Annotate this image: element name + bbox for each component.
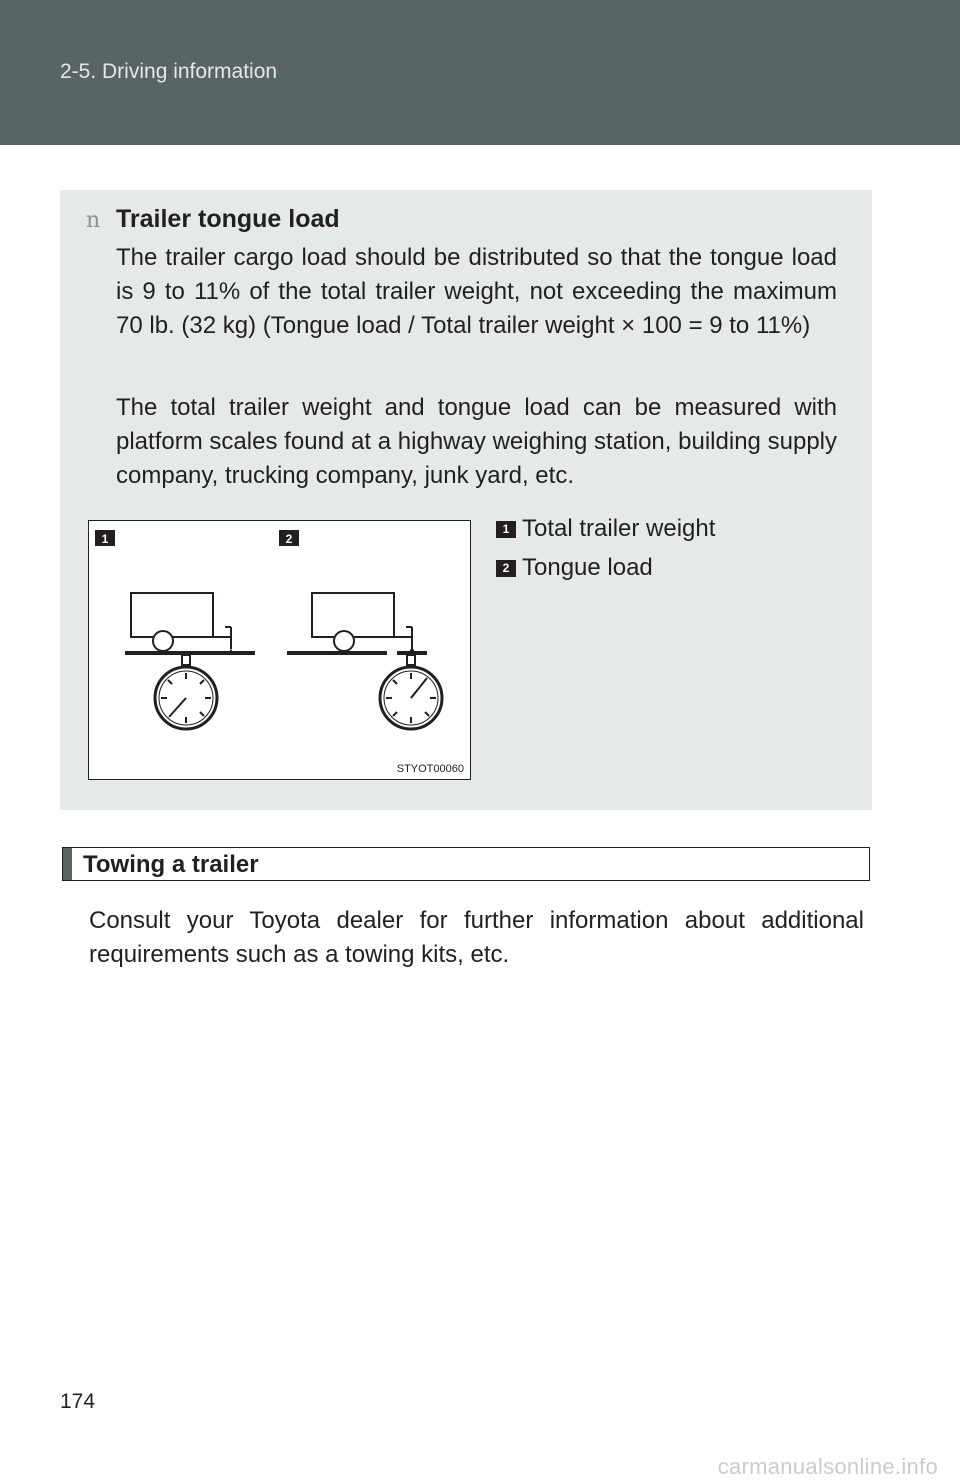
- callout-1-label: 1: [101, 532, 109, 546]
- bullet-icon: n: [86, 208, 101, 233]
- info-box-heading: Trailer tongue load: [116, 205, 340, 233]
- legend-label-2: Tongue load: [522, 554, 653, 581]
- legend-item-tongue-load: [496, 553, 653, 583]
- legend-label-1: Total trailer weight: [522, 515, 716, 542]
- info-paragraph-2: The total trailer weight and tongue load can be measured with platform scales found at a highway weighing station, building supply company, trucking company, junk yard, etc.: [116, 394, 837, 489]
- section-title: Towing a trailer: [83, 851, 259, 878]
- page-header: [0, 0, 960, 145]
- section-body: Consult your Toyota dealer for further information about additional requirements such as a towing kits, etc.: [89, 907, 864, 968]
- trailer-diagram: [89, 521, 472, 781]
- trailer-on-scale-left: [125, 593, 255, 729]
- callout-2-label: 2: [285, 532, 293, 546]
- legend-item-total-weight: [496, 514, 715, 544]
- legend-number-1: 1: [496, 521, 516, 538]
- watermark-text: carmanualsonline.info: [717, 1454, 938, 1479]
- trailer-scale-figure: [88, 520, 471, 780]
- section-accent: [63, 848, 72, 880]
- trailer-on-scale-right: [287, 593, 442, 729]
- section-breadcrumb: 2-5. Driving information: [60, 60, 278, 83]
- info-paragraph-1: The trailer cargo load should be distributed so that the tongue load is 9 to 11% of the total trailer weight, not exceeding the maximum 70 lb. (32 kg) (Tongue load / Total trailer weight × 100 = 9 to 11%): [116, 244, 837, 339]
- figure-code: STYOT00060: [396, 763, 464, 775]
- legend-number-2: 2: [496, 560, 516, 577]
- section-heading-bar: [62, 847, 870, 881]
- page-number: 174: [60, 1390, 96, 1413]
